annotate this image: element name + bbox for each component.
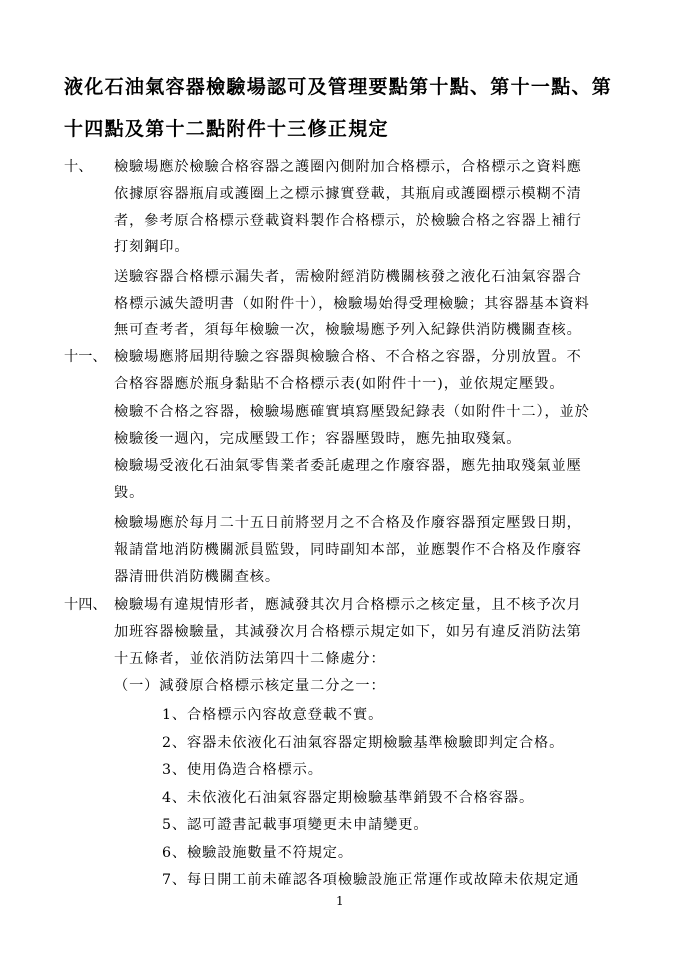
list-item: 2、容器未依液化石油氣容器定期檢驗基準檢驗即判定合格。	[162, 735, 565, 751]
section-11-line: 合格容器應於瓶身黏貼不合格標示表(如附件十一)，並依規定壓毀。	[114, 376, 565, 392]
list-item: 3、使用偽造合格標示。	[162, 762, 323, 778]
list-item: 5、認可證書記載事項變更未申請變更。	[162, 817, 429, 833]
section-10-line: 送驗容器合格標示漏失者，需檢附經消防機關核發之液化石油氣容器合	[114, 269, 582, 285]
list-item: 7、每日開工前未確認各項檢驗設施正常運作或故障未依規定通	[162, 872, 580, 888]
section-11-line: 檢驗不合格之容器，檢驗場應確實填寫壓毀紀錄表（如附件十二），並於	[114, 404, 590, 420]
section-11-line: 毀。	[114, 485, 145, 501]
document-title-line-1: 液化石油氣容器檢驗場認可及管理要點第十點、第十一點、第	[64, 76, 613, 98]
section-14-subheading: （一）減發原合格標示核定量二分之一：	[114, 678, 386, 694]
document-title-line-2: 十四點及第十二點附件十三修正規定	[64, 118, 389, 140]
section-14-line: 十五條者，並依消防法第四十二條處分：	[114, 651, 386, 667]
section-11-label: 十一、	[64, 349, 107, 365]
section-14-line: 檢驗場有違規情形者，應減發其次月合格標示之核定量，且不核予次月	[114, 597, 582, 613]
section-10-line: 者，參考原合格標示登載資料製作合格標示，於檢驗合格之容器上補行	[114, 213, 582, 229]
section-14-line: 加班容器檢驗量，其減發次月合格標示規定如下，如另有違反消防法第	[114, 624, 582, 640]
section-11-line: 器清冊供消防機關查核。	[114, 569, 280, 585]
list-item: 6、檢驗設施數量不符規定。	[162, 845, 353, 861]
section-10-line: 依據原容器瓶肩或護圈上之標示據實登載，其瓶肩或護圈標示模糊不清	[114, 186, 582, 202]
list-item: 4、未依液化石油氣容器定期檢驗基準銷毀不合格容器。	[162, 790, 535, 806]
list-item: 1、合格標示內容故意登載不實。	[162, 707, 384, 723]
section-14-label: 十四、	[64, 597, 107, 613]
section-10-line: 無可查考者，須每年檢驗一次，檢驗場應予列入紀錄供消防機關查核。	[114, 322, 582, 338]
section-10-line: 格標示滅失證明書（如附件十），檢驗場始得受理檢驗；其容器基本資料	[114, 296, 590, 312]
section-11-line: 檢驗場應於每月二十五日前將翌月之不合格及作廢容器預定壓毀日期，	[114, 515, 582, 531]
section-11-line: 檢驗場應將屆期待驗之容器與檢驗合格、不合格之容器，分別放置。不	[114, 349, 582, 365]
section-10-label: 十、	[64, 159, 93, 175]
section-11-line: 報請當地消防機關派員監毀，同時副知本部，並應製作不合格及作廢容	[114, 542, 582, 558]
page-number: 1	[336, 894, 344, 908]
section-11-line: 檢驗後一週內，完成壓毀工作；容器壓毀時，應先抽取殘氣。	[114, 431, 522, 447]
section-10-line: 打刻鋼印。	[114, 239, 190, 255]
section-11-line: 檢驗場受液化石油氣零售業者委託處理之作廢容器，應先抽取殘氣並壓	[114, 458, 582, 474]
section-10-line: 檢驗場應於檢驗合格容器之護圈內側附加合格標示，合格標示之資料應	[114, 159, 582, 175]
